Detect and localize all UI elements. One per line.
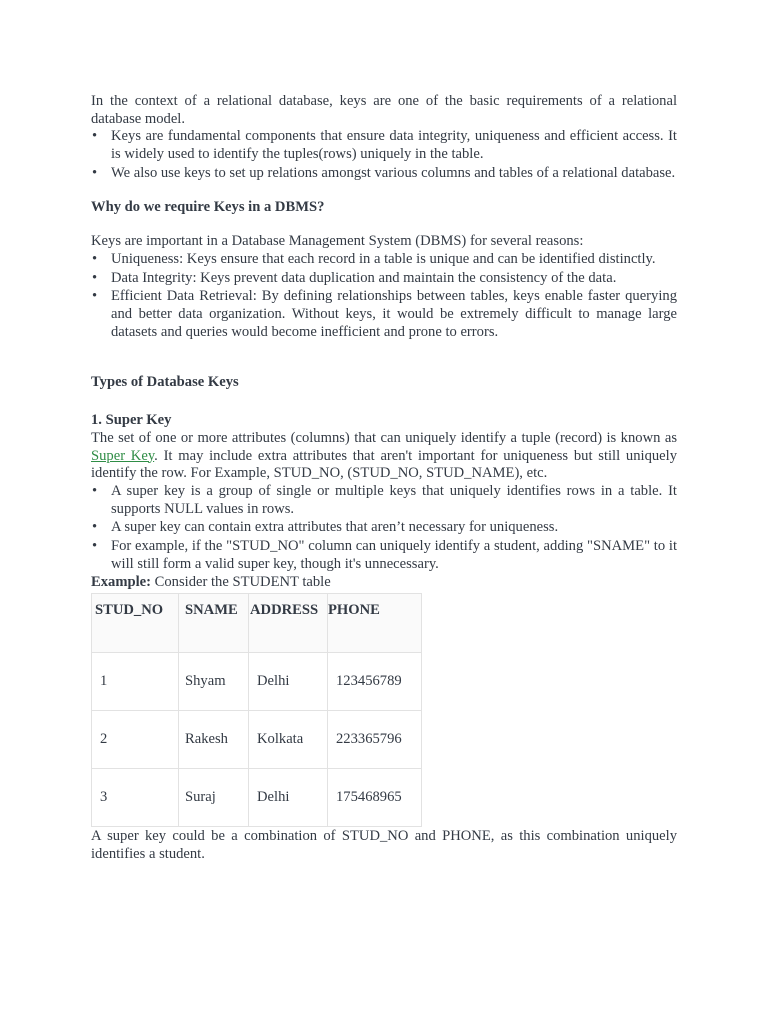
table-cell: 223365796 (328, 711, 422, 769)
table-cell: Delhi (249, 769, 328, 827)
table-cell: 3 (92, 769, 179, 827)
table-row (92, 769, 422, 827)
why-keys-heading: Why do we require Keys in a DBMS? (91, 198, 325, 215)
list-item: • Keys are fundamental components that ensure data integrity, uniqueness and efficient access. It is widely used to identify the tuples(rows) uniquely in the table. (111, 128, 677, 163)
super-key-list (91, 483, 677, 574)
list-item: • Uniqueness: Keys ensure that each record in a table is unique and can be identified distinctly. (111, 251, 677, 269)
table-row (92, 653, 422, 711)
super-key-link[interactable]: Super Key (91, 447, 155, 464)
column-header: PHONE (328, 594, 422, 653)
list-item: • A super key is a group of single or multiple keys that uniquely identifies rows in a table. It supports NULL values in rows. (111, 483, 677, 518)
article-body (91, 93, 677, 864)
student-table (91, 593, 422, 827)
table-cell: Kolkata (249, 711, 328, 769)
list-item: • Data Integrity: Keys prevent data duplication and maintain the consistency of the data. (111, 270, 677, 288)
table-cell: 1 (92, 653, 179, 711)
table-cell: 175468965 (328, 769, 422, 827)
intro-list (91, 128, 677, 182)
super-key-heading: 1. Super Key (91, 412, 172, 429)
why-keys-paragraph: Keys are important in a Database Management System (DBMS) for several reasons: (91, 233, 584, 250)
super-key-text-before: The set of one or more attributes (columns) that can uniquely identify a tuple (record) is known as (91, 429, 677, 446)
types-heading: Types of Database Keys (91, 374, 239, 391)
conclusion-paragraph: A super key could be a combination of STUD_NO and PHONE, as this combination uniquely identifies a student. (91, 828, 677, 862)
table-cell: Delhi (249, 653, 328, 711)
table-cell: Shyam (179, 653, 249, 711)
example-label: Example: (91, 574, 151, 591)
super-key-text-after: . It may include extra attributes that aren't important for uniqueness but still uniquely identify the row. For Example, STUD_NO, (STUD_NO, STUD_NAME), etc. (91, 447, 677, 482)
list-item: • For example, if the "STUD_NO" column can uniquely identify a student, adding "SNAME" to it will still form a valid super key, though it's unnecessary. (111, 538, 677, 573)
example-line (91, 574, 677, 592)
why-keys-list (91, 251, 677, 342)
table-cell: Rakesh (179, 711, 249, 769)
table-cell: Suraj (179, 769, 249, 827)
list-item: • Efficient Data Retrieval: By defining relationships between tables, keys enable faster querying and better data organization. Without keys, it would be extremely difficult to manage large datasets and queries would become inefficient and prone to errors. (111, 288, 677, 341)
example-text: Consider the STUDENT table (151, 574, 331, 591)
column-header: SNAME (179, 594, 249, 653)
table-header-row (92, 594, 422, 653)
table-cell: 2 (92, 711, 179, 769)
list-item: • A super key can contain extra attributes that aren’t necessary for uniqueness. (111, 519, 677, 537)
intro-paragraph: In the context of a relational database, keys are one of the basic requirements of a relational database model. (91, 93, 677, 127)
table-cell: 123456789 (328, 653, 422, 711)
column-header: ADDRESS (249, 594, 328, 653)
list-item: • We also use keys to set up relations amongst various columns and tables of a relational database. (111, 165, 677, 183)
table-row (92, 711, 422, 769)
column-header: STUD_NO (92, 594, 179, 653)
super-key-paragraph (91, 430, 677, 483)
